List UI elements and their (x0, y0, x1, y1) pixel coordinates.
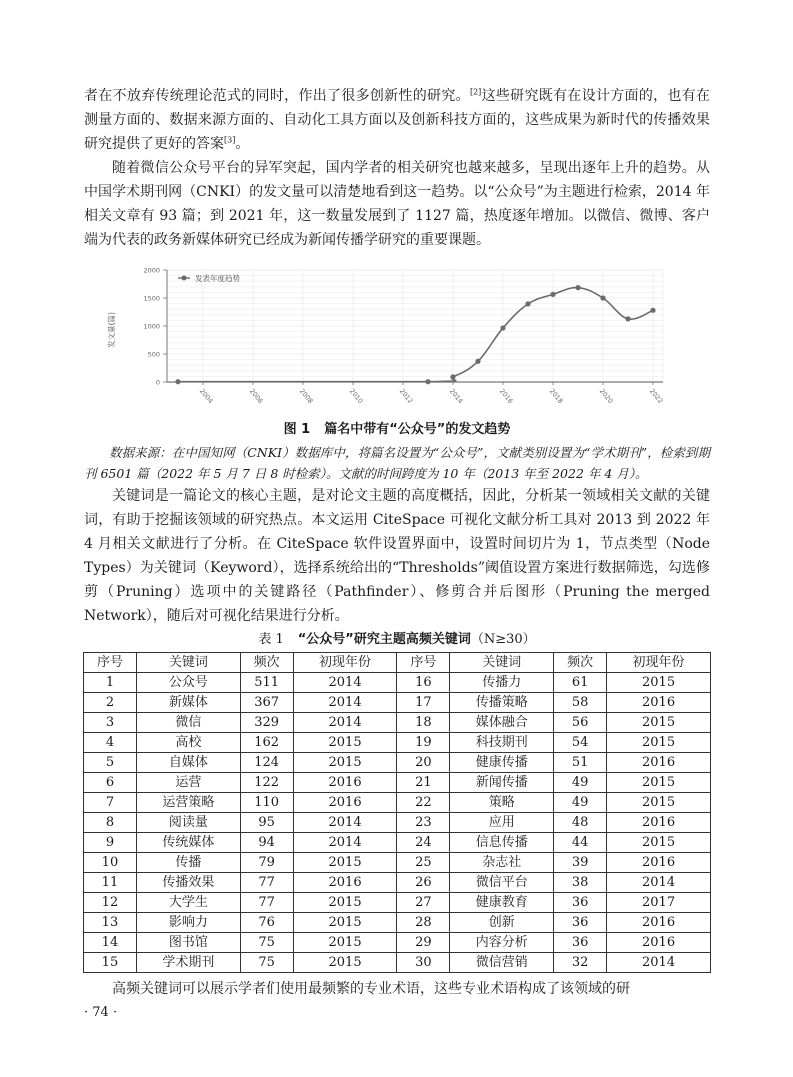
cell-first-year: 2015 (607, 793, 711, 813)
cell-frequency: 36 (554, 893, 607, 913)
table-row (84, 813, 711, 833)
cell-index: 25 (397, 853, 450, 873)
cell-keyword: 新闻传播 (450, 773, 554, 793)
cell-keyword: 杂志社 (450, 853, 554, 873)
cell-first-year: 2015 (293, 893, 397, 913)
cell-keyword: 微信平台 (450, 873, 554, 893)
cell-index: 3 (84, 713, 137, 733)
cell-keyword: 公众号 (136, 673, 240, 693)
y-tick-label: 1000 (143, 322, 160, 331)
cell-frequency: 49 (554, 793, 607, 813)
figure-source-note (84, 442, 710, 484)
table-row (84, 733, 711, 753)
table-row (84, 873, 711, 893)
cell-keyword: 传播 (136, 853, 240, 873)
paragraph-text: 。 (235, 136, 250, 152)
table-condition: （N≥30） (470, 632, 536, 647)
cell-first-year: 2015 (607, 713, 711, 733)
cell-index: 22 (397, 793, 450, 813)
cell-index: 6 (84, 773, 137, 793)
figure-title: 篇名中带有“公众号”的发文趋势 (324, 422, 511, 437)
cell-frequency: 77 (240, 893, 293, 913)
cell-first-year: 2015 (293, 933, 397, 953)
cell-keyword: 内容分析 (450, 933, 554, 953)
figure-caption (84, 420, 710, 440)
x-tick-label: 2012 (397, 387, 415, 406)
x-tick-label: 2014 (447, 387, 465, 406)
figure-number: 图 1 (283, 422, 311, 437)
cell-index: 16 (397, 673, 450, 693)
cell-keyword: 健康教育 (450, 893, 554, 913)
cell-index: 5 (84, 753, 137, 773)
cell-first-year: 2014 (607, 953, 711, 973)
cell-frequency: 36 (554, 933, 607, 953)
header-frequency: 频次 (554, 653, 607, 673)
cell-index: 1 (84, 673, 137, 693)
cell-index: 11 (84, 873, 137, 893)
series-points (175, 285, 655, 384)
cell-first-year: 2015 (607, 733, 711, 753)
paragraph-keyword-method (84, 484, 710, 628)
data-point (600, 295, 605, 300)
table-body (84, 673, 711, 973)
cell-frequency: 48 (554, 813, 607, 833)
cell-first-year: 2016 (607, 933, 711, 953)
cell-index: 28 (397, 913, 450, 933)
page-number: · 74 · (84, 1005, 118, 1020)
data-point (550, 292, 555, 297)
paragraph-text: 关键词是一篇论文的核心主题，是对论文主题的高度概括，因此，分析某一领域相关文献的关键词，有助于挖掘该领域的研究热点。本文运用 CiteSpace 可视化文献分析工具对 2013 到 2022 年 4 月相关文献进行了分析。在 CiteSpace 软件设置界面中，设置时间切片为 1，节点类型（Node Types）为关键词（Keyword），选择系统给出的“Thresholds”阈值设置方案进行数据筛选，勾选修剪（Pruning）选项中的关键路径（Pathfinder）、修剪合并后图形（Pruning the merged Network），随后对可视化结果进行分析。 (84, 488, 710, 624)
x-axis-ticks (198, 382, 665, 405)
cell-first-year: 2016 (607, 753, 711, 773)
cell-frequency: 94 (240, 833, 293, 853)
cell-keyword: 媒体融合 (450, 713, 554, 733)
data-point (175, 379, 180, 384)
cell-index: 12 (84, 893, 137, 913)
paragraph-text: 者在不放弃传统理论范式的同时，作出了很多创新性的研究。 (84, 88, 470, 104)
legend-marker-icon (182, 276, 187, 281)
citation-ref[interactable]: [3] (224, 135, 236, 145)
cell-frequency: 367 (240, 693, 293, 713)
citation-ref[interactable]: [2] (469, 87, 482, 97)
header-keyword: 关键词 (450, 653, 554, 673)
table-caption (84, 630, 710, 650)
table-row (84, 693, 711, 713)
cell-first-year: 2015 (293, 733, 397, 753)
cell-first-year: 2014 (293, 833, 397, 853)
cell-first-year: 2014 (293, 813, 397, 833)
cell-frequency: 124 (240, 753, 293, 773)
table-header-row (84, 653, 711, 673)
cell-keyword: 影响力 (136, 913, 240, 933)
header-index: 序号 (84, 653, 137, 673)
table-row (84, 773, 711, 793)
cell-keyword: 策略 (450, 793, 554, 813)
table-row (84, 713, 711, 733)
cell-keyword: 健康传播 (450, 753, 554, 773)
cell-keyword: 创新 (450, 913, 554, 933)
cell-frequency: 54 (554, 733, 607, 753)
cell-frequency: 58 (554, 693, 607, 713)
cell-first-year: 2016 (607, 913, 711, 933)
cell-first-year: 2015 (293, 853, 397, 873)
cell-index: 9 (84, 833, 137, 853)
x-tick-label: 2008 (297, 387, 315, 406)
chart-svg (100, 258, 690, 418)
x-tick-label: 2006 (247, 387, 265, 406)
publication-trend-chart (100, 258, 690, 418)
table-title: “公众号”研究主题高频关键词 (297, 632, 471, 647)
cell-keyword: 运营策略 (136, 793, 240, 813)
paragraph-intro-continued (84, 84, 710, 156)
cell-index: 24 (397, 833, 450, 853)
cell-index: 26 (397, 873, 450, 893)
data-point (575, 285, 580, 290)
cell-index: 7 (84, 793, 137, 813)
cell-keyword: 科技期刊 (450, 733, 554, 753)
data-point (525, 301, 530, 306)
cell-keyword: 学术期刊 (136, 953, 240, 973)
x-tick-label: 2016 (497, 387, 515, 406)
series-line (178, 288, 653, 382)
legend-label: 发表年度趋势 (195, 274, 240, 283)
x-tick-label: 2018 (547, 387, 565, 406)
paragraph-text: 随着微信公众号平台的异军突起，国内学者的相关研究也越来越多，呈现出逐年上升的趋势。从中国学术期刊网（CNKI）的发文量可以清楚地看到这一趋势。以“公众号”为主题进行检索，2014 年相关文章有 93 篇；到 2021 年，这一数量发展到了 1127 篇，热度逐年增加。以微信、微博、客户端为代表的政务新媒体研究已经成为新闻传播学研究的重要课题。 (84, 160, 710, 248)
cell-index: 27 (397, 893, 450, 913)
cell-first-year: 2014 (293, 713, 397, 733)
cell-keyword: 图书馆 (136, 933, 240, 953)
cell-first-year: 2014 (293, 673, 397, 693)
cell-keyword: 信息传播 (450, 833, 554, 853)
cell-keyword: 高校 (136, 733, 240, 753)
x-tick-label: 2022 (647, 387, 665, 406)
paragraph-high-frequency (84, 977, 710, 1001)
cell-frequency: 122 (240, 773, 293, 793)
cell-keyword: 传播策略 (450, 693, 554, 713)
y-tick-label: 500 (147, 350, 160, 359)
paragraph-wechat-trend (84, 156, 710, 252)
cell-index: 14 (84, 933, 137, 953)
cell-index: 15 (84, 953, 137, 973)
header-first-year: 初现年份 (607, 653, 711, 673)
cell-keyword: 新媒体 (136, 693, 240, 713)
table-row (84, 893, 711, 913)
cell-frequency: 77 (240, 873, 293, 893)
y-axis-ticks (143, 267, 167, 387)
cell-first-year: 2016 (293, 873, 397, 893)
cell-index: 10 (84, 853, 137, 873)
cell-first-year: 2016 (607, 693, 711, 713)
cell-index: 19 (397, 733, 450, 753)
cell-keyword: 传播效果 (136, 873, 240, 893)
cell-first-year: 2016 (607, 813, 711, 833)
cell-frequency: 95 (240, 813, 293, 833)
cell-first-year: 2016 (293, 773, 397, 793)
data-point (650, 308, 655, 313)
cell-frequency: 51 (554, 753, 607, 773)
table-row (84, 793, 711, 813)
cell-frequency: 32 (554, 953, 607, 973)
cell-frequency: 39 (554, 853, 607, 873)
cell-frequency: 75 (240, 953, 293, 973)
cell-frequency: 162 (240, 733, 293, 753)
table-row (84, 673, 711, 693)
cell-keyword: 运营 (136, 773, 240, 793)
table-row (84, 833, 711, 853)
cell-first-year: 2015 (607, 773, 711, 793)
table-row (84, 953, 711, 973)
cell-frequency: 61 (554, 673, 607, 693)
cell-keyword: 应用 (450, 813, 554, 833)
cell-frequency: 76 (240, 913, 293, 933)
cell-first-year: 2014 (607, 873, 711, 893)
cell-index: 17 (397, 693, 450, 713)
y-tick-label: 0 (155, 378, 160, 387)
cell-index: 20 (397, 753, 450, 773)
cell-frequency: 56 (554, 713, 607, 733)
cell-first-year: 2014 (293, 693, 397, 713)
cell-keyword: 传播力 (450, 673, 554, 693)
keyword-table (83, 652, 711, 973)
cell-first-year: 2015 (293, 753, 397, 773)
cell-frequency: 329 (240, 713, 293, 733)
header-first-year: 初现年份 (293, 653, 397, 673)
y-axis-label: 发文量(篇) (107, 312, 116, 348)
x-tick-label: 2004 (197, 387, 215, 406)
cell-keyword: 微信 (136, 713, 240, 733)
paragraph-text: 高频关键词可以展示学者们使用最频繁的专业术语，这些专业术语构成了该领域的研 (112, 981, 630, 997)
y-tick-label: 2000 (143, 266, 160, 275)
cell-frequency: 75 (240, 933, 293, 953)
cell-index: 4 (84, 733, 137, 753)
table-row (84, 933, 711, 953)
table-number: 表 1 (258, 632, 284, 647)
paragraph-text: 这些研究既有在设计方面的，也有在测量方面的、数据来源方面的、自动化工具方面以及创新科技方面的，这些成果为新时代的传播效果研究提供了更好的答案 (84, 88, 711, 152)
cell-first-year: 2015 (293, 953, 397, 973)
cell-frequency: 511 (240, 673, 293, 693)
x-tick-label: 2020 (597, 387, 615, 406)
data-point (475, 359, 480, 364)
table-row (84, 853, 711, 873)
y-tick-label: 1500 (143, 294, 160, 303)
header-index: 序号 (397, 653, 450, 673)
cell-index: 2 (84, 693, 137, 713)
cell-first-year: 2015 (293, 913, 397, 933)
table-row (84, 753, 711, 773)
cell-first-year: 2015 (607, 833, 711, 853)
cell-index: 30 (397, 953, 450, 973)
cell-index: 21 (397, 773, 450, 793)
cell-keyword: 微信营销 (450, 953, 554, 973)
cell-frequency: 49 (554, 773, 607, 793)
cell-index: 23 (397, 813, 450, 833)
cell-keyword: 大学生 (136, 893, 240, 913)
cell-first-year: 2016 (607, 853, 711, 873)
source-note-text: 数据来源：在中国知网（CNKI）数据库中，将篇名设置为“公众号”，文献类别设置为“学术期刊”，检索到期刊 6501 篇（2022 年 5 月 7 日 8 时检索）。文献的时间跨度为 10 年（2013 年至 2022 年 4 月）。 (84, 445, 710, 481)
cell-frequency: 110 (240, 793, 293, 813)
cell-first-year: 2015 (607, 673, 711, 693)
data-point (500, 325, 505, 330)
header-keyword: 关键词 (136, 653, 240, 673)
chart-grid (167, 270, 663, 382)
cell-first-year: 2017 (607, 893, 711, 913)
data-point (425, 379, 430, 384)
header-frequency: 频次 (240, 653, 293, 673)
cell-index: 18 (397, 713, 450, 733)
cell-first-year: 2016 (293, 793, 397, 813)
cell-index: 8 (84, 813, 137, 833)
cell-keyword: 阅读量 (136, 813, 240, 833)
cell-frequency: 38 (554, 873, 607, 893)
cell-keyword: 传统媒体 (136, 833, 240, 853)
cell-frequency: 36 (554, 913, 607, 933)
x-tick-label: 2010 (347, 387, 365, 406)
data-point (450, 374, 455, 379)
table-row (84, 913, 711, 933)
cell-frequency: 44 (554, 833, 607, 853)
cell-index: 13 (84, 913, 137, 933)
cell-frequency: 79 (240, 853, 293, 873)
cell-keyword: 自媒体 (136, 753, 240, 773)
data-point (625, 316, 630, 321)
cell-index: 29 (397, 933, 450, 953)
